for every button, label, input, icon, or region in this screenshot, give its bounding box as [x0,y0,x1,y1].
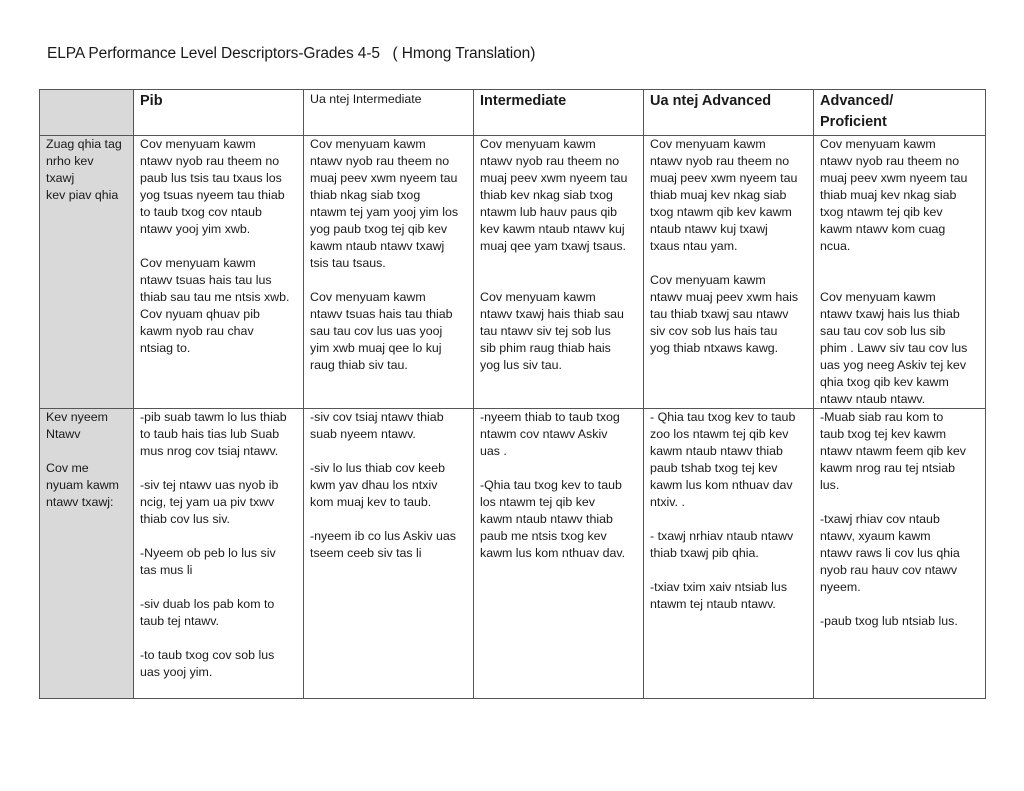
descriptor-cell [474,136,644,409]
descriptor-paragraph: -siv lo lus thiab cov keeb kwm yav dhau los ntxiv kom muaj kev to taub. [310,461,445,509]
descriptor-paragraph: -siv duab los pab kom to taub tej ntawv. [140,597,275,628]
descriptor-paragraph: -siv tej ntawv uas nyob ib ncig, tej yam ua piv txwv thiab cov lus siv. [140,478,279,526]
descriptor-paragraph: -Nyeem ob peb lo lus siv tas mus li [140,546,276,577]
descriptor-paragraph: Cov menyuam kawm ntawv nyob rau theem no muaj peev xwm nyeem tau thiab kev nkag siab txog ntawm lub hauv paus qib kev kawm ntaub ntawv kuj muaj qee yam txawj tsaus. [480,137,628,253]
descriptor-paragraph: -Qhia tau txog kev to taub los ntawm tej qib kev kawm ntaub ntawv thiab paub me ntsis txog kev kawm lus kom nthuav dav. [480,478,626,560]
header-ua-ntej-advanced: Ua ntej Advanced [644,90,814,136]
descriptor-paragraph: Cov menyuam kawm ntawv txawj hais thiab sau tau ntawv siv tej sob lus sib phim raug thiab hais yog lus siv tau. [480,290,624,372]
descriptor-paragraph: -Muab siab rau kom to taub txog tej kev kawm ntawv ntawm feem qib kev kawm nrog rau tej ntsiab lus. [820,410,966,492]
descriptor-paragraph: Cov menyuam kawm ntawv txawj hais lus thiab sau tau cov sob lus sib phim . Lawv siv tau cov lus uas yog neeg Askiv tej kev qhia txog qib kev kawm ntawv ntaub ntawv. [820,290,968,406]
descriptor-paragraph: -pib suab tawm lo lus thiab to taub hais tias lub Suab mus nrog cov tsiaj ntawv. [140,410,287,458]
document-title: ELPA Performance Level Descriptors-Grades 4-5 ( Hmong Translation) [47,45,536,62]
descriptor-paragraph: -nyeem thiab to taub txog ntawm cov ntawv Askiv uas . [480,410,620,458]
header-ua-ntej-intermediate: Ua ntej Intermediate [304,90,474,136]
header-advanced-proficient: Advanced/ Proficient [814,90,986,136]
descriptor-paragraph: Cov menyuam kawm ntawv nyob rau theem no muaj peev xwm nyeem tau thiab nkag siab txog ntawm tej yam yooj yim los yog paub txog tej qib kev kawm ntaub ntawv txawj tsis tau tsaus. [310,137,459,270]
descriptor-cell [644,409,814,699]
performance-descriptors-table [39,89,986,699]
descriptor-paragraph: -paub txog lub ntsiab lus. [820,614,958,628]
table-row [40,409,986,699]
header-intermediate: Intermediate [474,90,644,136]
descriptor-paragraph: Cov menyuam kawm ntawv nyob rau theem no paub lus tsis tau txaus los yog tsuas nyeem tau thiab to taub txog cov ntaub ntawv yooj yim xwb. [140,137,285,236]
descriptor-cell [134,409,304,699]
descriptor-paragraph: - txawj nrhiav ntaub ntawv thiab txawj pib qhia. [650,529,794,560]
descriptor-cell [474,409,644,699]
descriptor-cell [644,136,814,409]
descriptor-paragraph: -nyeem ib co lus Askiv uas tseem ceeb siv tas li [310,529,456,560]
descriptor-cell [304,136,474,409]
descriptor-cell [814,409,986,699]
header-row [40,90,986,136]
descriptor-paragraph: Cov menyuam kawm ntawv nyob rau theem no muaj peev xwm nyeem tau thiab muaj kev nkag siab txog ntawm tej qib kev kawm ntawv kom cuag ncua. [820,137,968,253]
descriptor-paragraph: Cov menyuam kawm ntawv tsuas hais tau lus thiab sau tau me ntsis xwb. Cov nyuam qhuav pib kawm nyob rau chav ntsiag to. [140,256,290,355]
descriptor-paragraph: Cov menyuam kawm ntawv nyob rau theem no muaj peev xwm nyeem tau thiab muaj kev nkag siab txog ntawm qib kev kawm ntaub ntawv kuj txawj txaus ntau yam. [650,137,798,253]
descriptor-cell [304,409,474,699]
row-label: Kev nyeem Ntawv Cov me nyuam kawm ntawv txawj: [40,409,134,699]
row-label: Zuag qhia tag nrho kev txawj kev piav qhia [40,136,134,409]
header-blank-cell [40,90,134,136]
header-pib: Pib [134,90,304,136]
descriptor-paragraph: Cov menyuam kawm ntawv tsuas hais tau thiab sau tau cov lus uas yooj yim xwb muaj qee lo kuj raug thiab siv tau. [310,290,453,372]
descriptor-paragraph: Cov menyuam kawm ntawv muaj peev xwm hais tau thiab txawj sau ntawv siv cov sob lus hais tau yog thiab ntxaws kawg. [650,273,799,355]
descriptor-paragraph: -siv cov tsiaj ntawv thiab suab nyeem ntawv. [310,410,444,441]
descriptor-paragraph: -txiav txim xaiv ntsiab lus ntawm tej ntaub ntawv. [650,580,788,611]
descriptor-paragraph: - Qhia tau txog kev to taub zoo los ntawm tej qib kev kawm ntaub ntawv thiab paub tshab txog tej kev kawm lus kom nthuav dav ntxiv. . [650,410,796,509]
table-row [40,136,986,409]
descriptor-paragraph: -to taub txog cov sob lus uas yooj yim. [140,648,275,679]
descriptor-paragraph: -txawj rhiav cov ntaub ntawv, xyaum kawm ntawv raws li cov lus qhia nyob rau hauv cov ntawv nyeem. [820,512,960,594]
descriptor-cell [814,136,986,409]
descriptor-cell [134,136,304,409]
